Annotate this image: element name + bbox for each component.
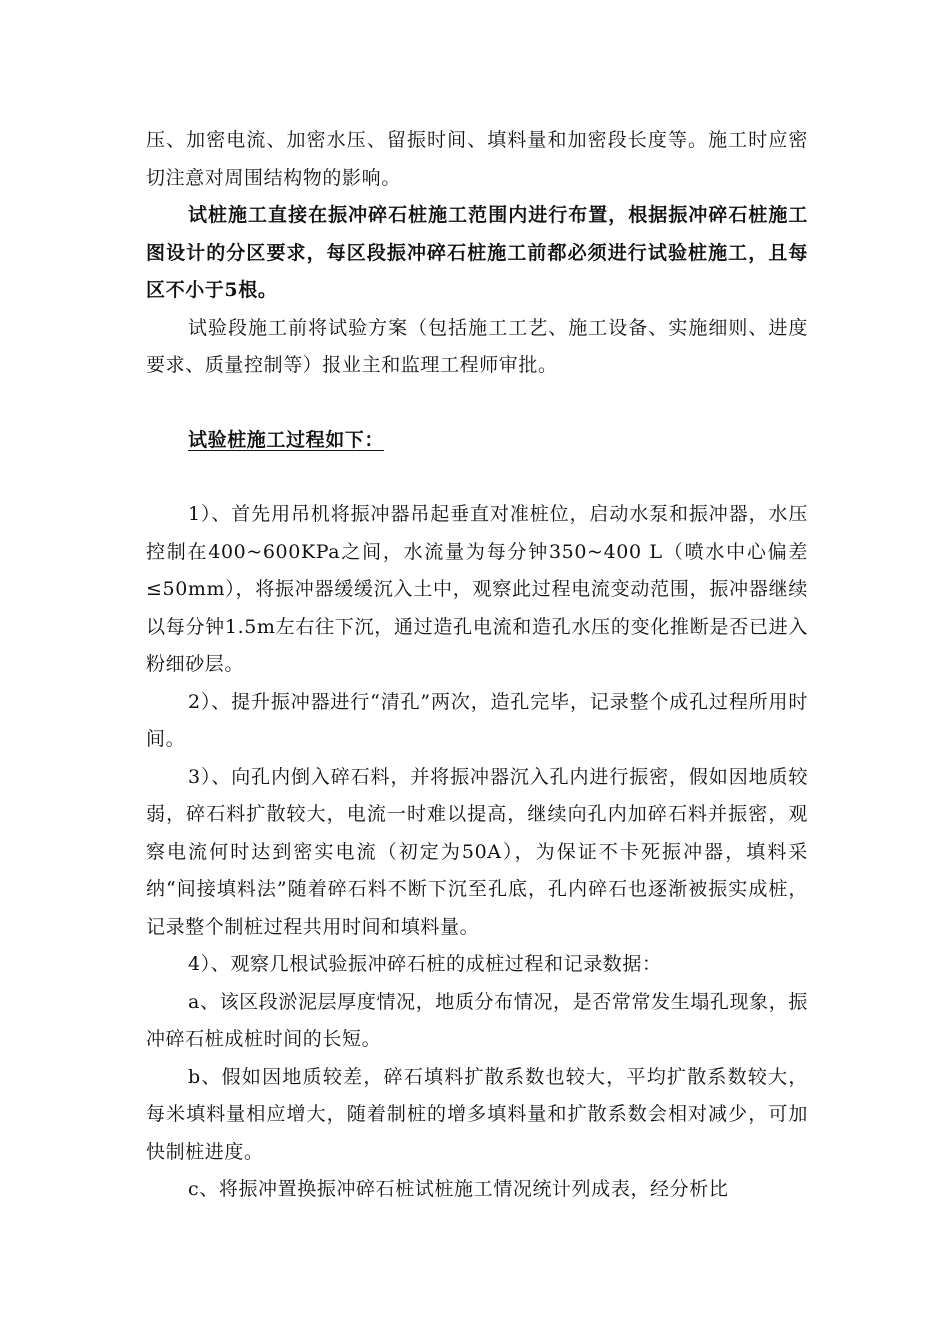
paragraph-continuation: 压、加密电流、加密水压、留振时间、填料量和加密段长度等。施工时应密切注意对周围结构物的影响。 bbox=[146, 129, 808, 189]
step-3: 3）、向孔内倒入碎石料，并将振冲器沉入孔内进行振密，假如因地质较弱，碎石料扩散较大，电流一时难以提高，继续向孔内加碎石料并振密，观察电流何时达到密实电流（初定为50A），为保证不卡死振冲器，填料采纳“间接填料法”随着碎石料不断下沉至孔底，孔内碎石也逐渐被振实成桩，记录整个制桩过程共用时间和填料量。 bbox=[146, 765, 808, 938]
paragraph-test-plan: 试验段施工前将试验方案（包括施工工艺、施工设备、实施细则、进度要求、质量控制等）报业主和监理工程师审批。 bbox=[146, 316, 808, 376]
section-heading-text: 试验桩施工过程如下： bbox=[188, 428, 385, 451]
step-4: 4）、观察几根试验振冲碎石桩的成桩过程和记录数据： bbox=[188, 953, 662, 975]
list-item-a: a、该区段淤泥层厚度情况，地质分布情况，是否常常发生塌孔现象，振冲碎石桩成桩时间的长短。 bbox=[146, 990, 808, 1050]
step-1: 1）、首先用吊机将振冲器吊起垂直对准桩位，启动水泵和振冲器，水压控制在400~600KPa之间，水流量为每分钟350~400 L（喷水中心偏差≤50mm），将振冲器缓缓沉入土中，观察此过程电流变动范围，振冲器继续以每分钟1.5m左右往下沉，通过造孔电流和造孔水压的变化推断是否已进入粉细砂层。 bbox=[146, 503, 808, 675]
document-body bbox=[146, 122, 808, 1209]
list-item-b: b、假如因地质较差，碎石填料扩散系数也较大，平均扩散系数较大，每米填料量相应增大，随着制桩的增多填料量和扩散系数会相对减少，可加快制桩进度。 bbox=[146, 1065, 808, 1163]
step-2: 2）、提升振冲器进行“清孔”两次，造孔完毕，记录整个成孔过程所用时间。 bbox=[146, 690, 808, 750]
paragraph-bold-test-pile: 试桩施工直接在振冲碎石桩施工范围内进行布置，根据振冲碎石桩施工图设计的分区要求，每区段振冲碎石桩施工前都必须进行试验桩施工，且每区不小于5根。 bbox=[146, 204, 808, 301]
section-heading bbox=[146, 422, 808, 460]
list-item-c: c、将振冲置换振冲碎石桩试桩施工情况统计列成表，经分析比 bbox=[188, 1178, 729, 1200]
